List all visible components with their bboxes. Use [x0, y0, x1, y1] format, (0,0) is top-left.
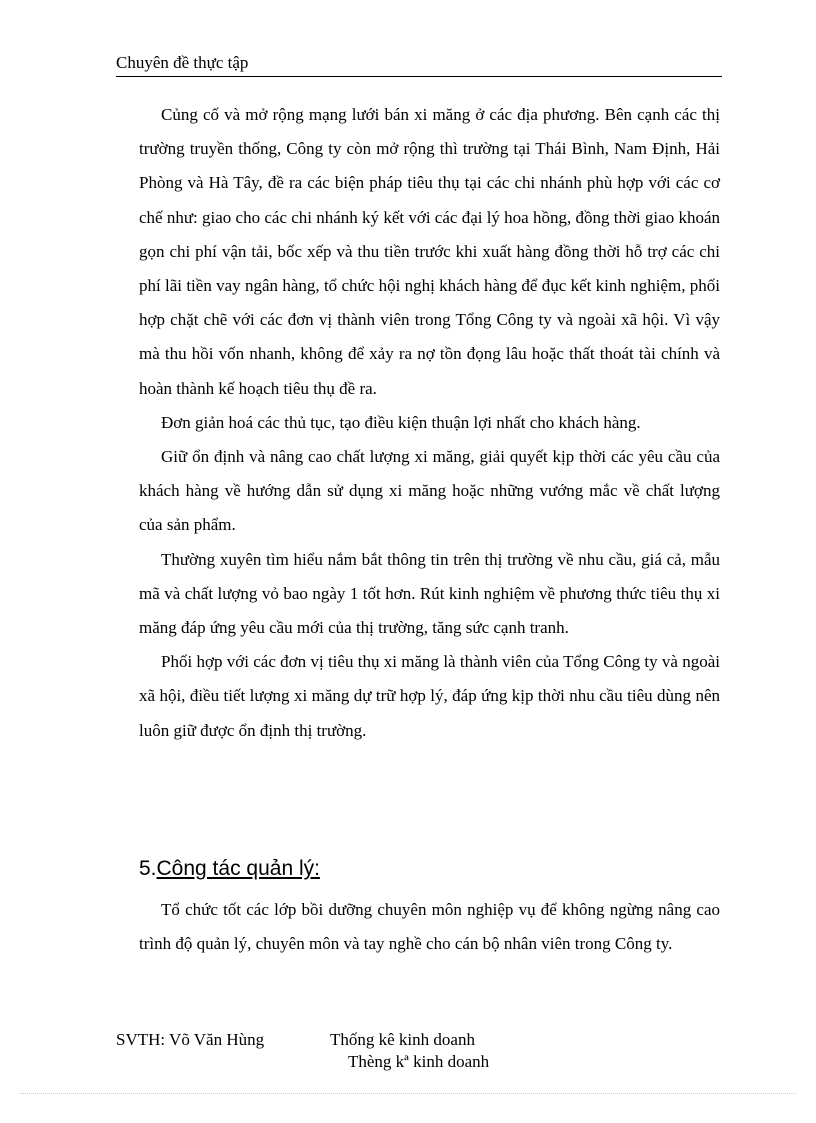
body-text — [139, 98, 720, 748]
footer-course: Thống kê kinh doanh — [330, 1030, 475, 1049]
footer-student: SVTH: Võ Văn Hùng — [116, 1030, 265, 1049]
paragraph: Củng cố và mở rộng mạng lưới bán xi măng ở các địa phương. Bên cạnh các thị trường truyền thống, Công ty còn mở rộng thì trường tại Thái Bình, Nam Định, Hải Phòng và Hà Tây, đề ra các biện pháp tiêu thụ tại các chi nhánh phù hợp với các cơ chế như: giao cho các chi nhánh ký kết với các đại lý hoa hồng, đồng thời giao khoán gọn chi phí vận tải, bốc xếp và thu tiền trước khi xuất hàng đồng thời hỗ trợ các chi phí lãi tiền vay ngân hàng, tổ chức hội nghị khách hàng để đục kết kinh nghiệm, phối hợp chặt chẽ với các đơn vị thành viên trong Tổng Công ty và ngoài xã hội. Vì vậy mà thu hồi vốn nhanh, không để xảy ra nợ tồn đọng lâu hoặc thất thoát tài chính và hoàn thành kế hoạch tiêu thụ đề ra. — [139, 105, 720, 398]
section-heading — [139, 855, 320, 883]
section-title: Công tác quản lý: — [156, 857, 320, 880]
paragraph: Đơn giản hoá các thủ tục, tạo điều kiện thuận lợi nhất cho khách hàng. — [161, 412, 641, 432]
paragraph: Phối hợp với các đơn vị tiêu thụ xi măng là thành viên của Tổng Công ty và ngoài xã hội, điều tiết lượng xi măng dự trữ hợp lý, đáp ứng kịp thời nhu cầu tiêu dùng nên luôn giữ được ổn định thị trường. — [139, 652, 720, 740]
section-body — [139, 893, 720, 961]
page-bottom-border — [20, 1093, 796, 1094]
footer-course-garbled: Thèng kª kinh doanh — [348, 1052, 490, 1071]
paragraph: Thường xuyên tìm hiểu nắm bắt thông tin trên thị trường về nhu cầu, giá cả, mẫu mã và chất lượng vỏ bao ngày 1 tốt hơn. Rút kinh nghiệm về phương thức tiêu thụ xi măng đáp ứng yêu cầu mới của thị trường, tăng sức cạnh tranh. — [139, 549, 720, 638]
section-number: 5. — [139, 857, 157, 880]
page-header — [116, 52, 722, 77]
paragraph: Tổ chức tốt các lớp bồi dưỡng chuyên môn nghiệp vụ để không ngừng nâng cao trình độ quản lý, chuyên môn và tay nghề cho cán bộ nhân viên trong Công ty. — [139, 900, 720, 954]
header-title: Chuyên đề thực tập — [116, 53, 249, 72]
paragraph: Giữ ổn định và nâng cao chất lượng xi măng, giải quyết kịp thời các yêu cầu của khách hàng về hướng dẫn sử dụng xi măng hoặc những vướng mắc về chất lượng của sản phẩm. — [139, 447, 720, 535]
